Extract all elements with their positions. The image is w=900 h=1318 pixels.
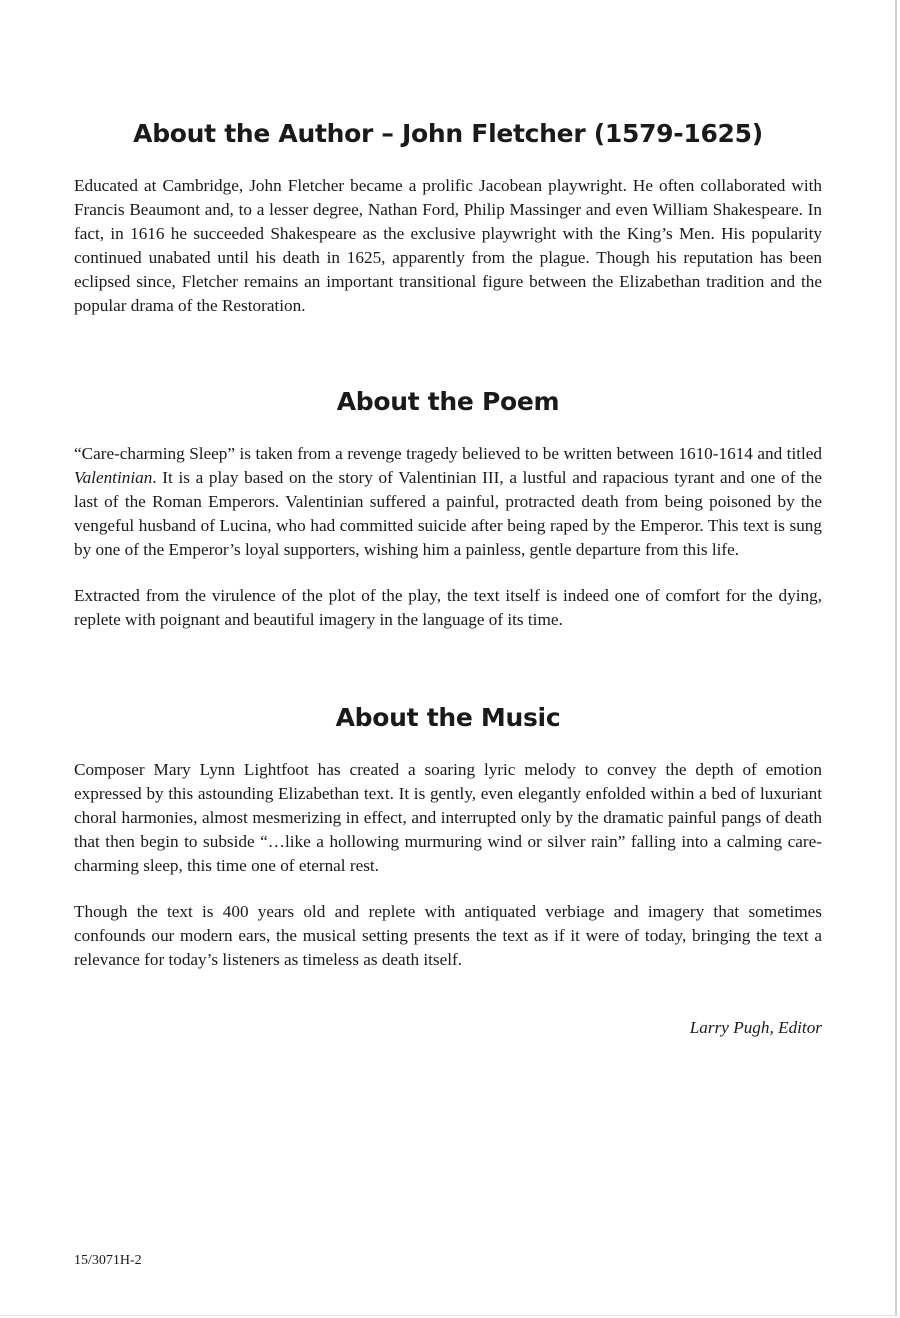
- poem-heading: About the Poem: [336, 387, 560, 416]
- play-title: Valentinian: [74, 468, 153, 487]
- page-content: [74, 112, 822, 1040]
- catalog-number: 15/3071H-2: [74, 1253, 142, 1268]
- music-section: [74, 696, 822, 972]
- poem-paragraph-1: [74, 442, 822, 562]
- music-heading: About the Music: [335, 703, 561, 732]
- music-paragraph-1: Composer Mary Lynn Lightfoot has created a soaring lyric melody to convey the depth of emotion expressed by this astounding Elizabethan text. It is gently, even elegantly enfolded within a bed of luxuriant choral harmonies, almost mesmerizing in effect, and interrupted only by the dramatic painful pangs of death that then begin to subside “…like a hollowing murmuring wind or silver rain” falling into a calming care-charming sleep, this time one of eternal rest.: [74, 760, 822, 875]
- poem-p1-text-start: “Care-charming Sleep” is taken from a revenge tragedy believed to be written between 1610-1614 and titled: [74, 444, 822, 463]
- author-section: [74, 112, 822, 318]
- poem-section: [74, 380, 822, 632]
- author-heading: About the Author – John Fletcher (1579-1625): [133, 119, 763, 148]
- poem-paragraph-2: Extracted from the virulence of the plot of the play, the text itself is indeed one of comfort for the dying, replete with poignant and beautiful imagery in the language of its time.: [74, 586, 822, 629]
- author-paragraph: Educated at Cambridge, John Fletcher became a prolific Jacobean playwright. He often collaborated with Francis Beaumont and, to a lesser degree, Nathan Ford, Philip Massinger and even William Shakespeare. In fact, in 1616 he succeeded Shakespeare as the exclusive playwright with the King’s Men. His popularity continued unabated until his death in 1625, apparently from the plague. Though his reputation has been eclipsed since, Fletcher remains an important transitional figure between the Elizabethan tradition and the popular drama of the Restoration.: [74, 176, 822, 315]
- music-paragraph-2: Though the text is 400 years old and replete with antiquated verbiage and imagery that sometimes confounds our modern ears, the musical setting presents the text as if it were of today, bringing the text a relevance for today’s listeners as timeless as death itself.: [74, 902, 822, 969]
- poem-p1-text-end: . It is a play based on the story of Valentinian III, a lustful and rapacious tyrant and one of the last of the Roman Emperors. Valentinian suffered a painful, protracted death from being poisoned by the vengeful husband of Lucina, who had committed suicide after being raped by the Emperor. This text is sung by one of the Emperor’s loyal supporters, wishing him a painless, gentle departure from this life.: [74, 468, 822, 559]
- editor-signature: Larry Pugh, Editor: [689, 1018, 822, 1037]
